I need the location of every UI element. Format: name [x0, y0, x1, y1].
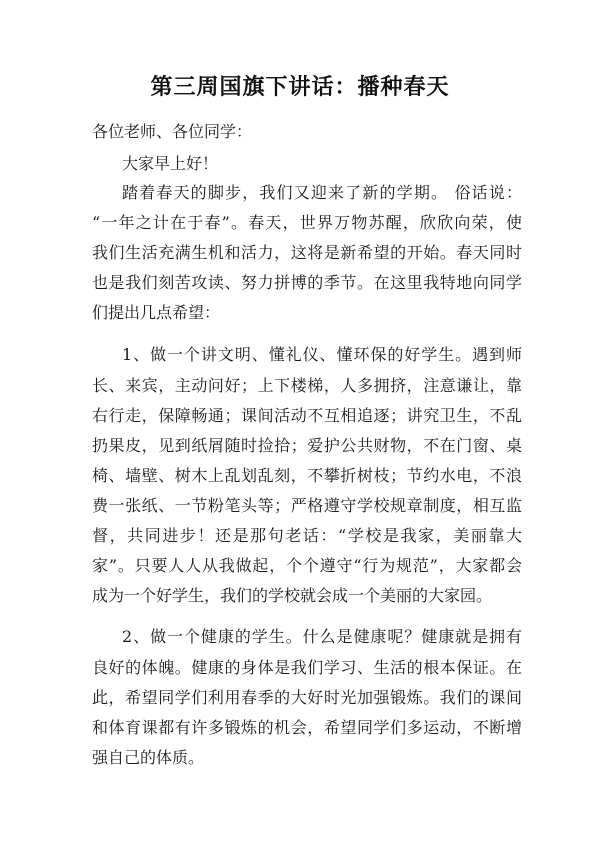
paragraph-3-line: 和体育课都有许多锻炼的机会，希望同学们多运动，不断增 — [92, 718, 522, 737]
paragraph-2-line: 成为一个好学生，我们的学校就会成一个美丽的大家园。 — [92, 586, 493, 605]
paragraph-2-line: 椅、墙壁、树木上乱划乱刻，不攀折树枝；节约水电，不浪 — [92, 466, 522, 485]
paragraph-2-line: 右行走，保障畅通；课间活动不互相追逐；讲究卫生，不乱 — [92, 406, 522, 425]
paragraph-3-line: 此，希望同学们利用春季的大好时光加强锻炼。我们的课间 — [92, 688, 522, 707]
paragraph-2-line: 督，共同进步！还是那句老话：“学校是我家，美丽靠大 — [92, 526, 522, 545]
paragraph-2-line: 长、来宾，主动问好；上下楼梯，人多拥挤，注意谦让，靠 — [92, 376, 522, 395]
paragraph-1-line: 踏着春天的脚步，我们又迎来了新的学期。 俗话说： — [122, 183, 522, 202]
paragraph-1-line: 们提出几点希望： — [92, 303, 221, 322]
paragraph-1-line: “一年之计在于春”。春天，世界万物苏醒，欣欣向荣，使 — [92, 213, 522, 232]
paragraph-2-line: 家”。只要人人从我做起，个个遵守“行为规范”，大家都会 — [92, 556, 522, 575]
paragraph-2-line: 扔果皮，见到纸屑随时捡拾；爱护公共财物，不在门窗、桌 — [92, 436, 522, 455]
paragraph-2-line: 费一张纸、一节粉笔头等；严格遵守学校规章制度，相互监 — [92, 496, 522, 515]
greeting: 大家早上好！ — [122, 154, 219, 173]
paragraph-1-line: 我们生活充满生机和活力，这将是新希望的开始。春天同时 — [92, 243, 522, 262]
paragraph-3-line: 良好的体魄。健康的身体是我们学习、生活的根本保证。在 — [92, 658, 522, 677]
salutation: 各位老师、各位同学： — [92, 122, 253, 141]
paragraph-1-line: 也是我们刻苦攻读、努力拼博的季节。在这里我特地向同学 — [92, 273, 522, 292]
paragraph-3-line: 2、做一个健康的学生。什么是健康呢？健康就是拥有 — [122, 627, 522, 646]
paragraph-3-line: 强自己的体质。 — [92, 748, 205, 767]
paragraph-2-line: 1、做一个讲文明、懂礼仪、懂环保的好学生。遇到师 — [122, 345, 522, 364]
document-title: 第三周国旗下讲话：播种春天 — [150, 75, 450, 100]
